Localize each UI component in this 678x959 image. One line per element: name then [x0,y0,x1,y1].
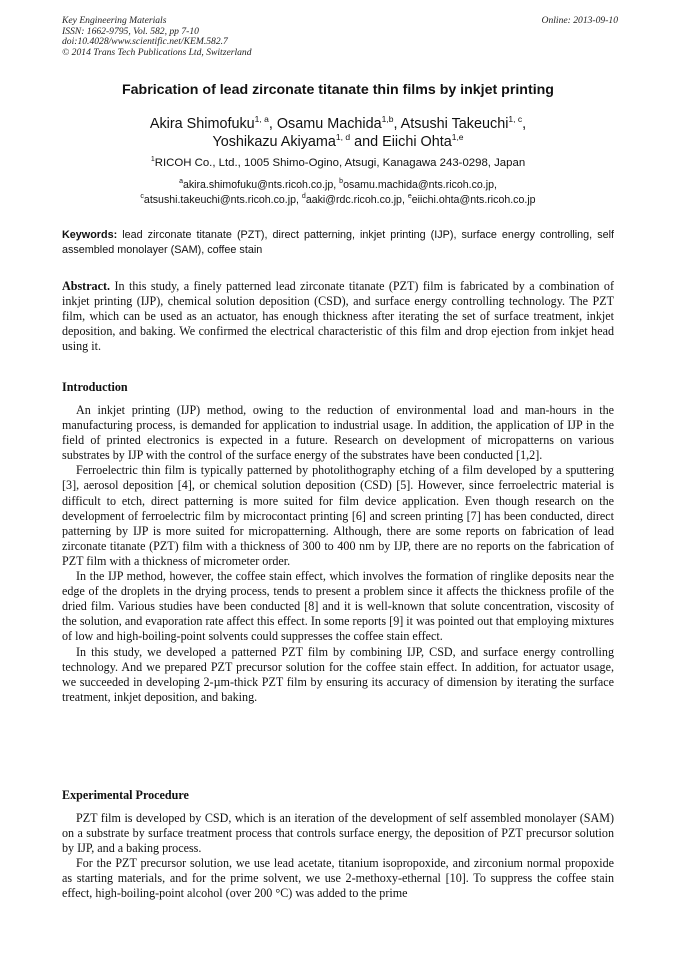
paragraph: In the IJP method, however, the coffee stain effect, which involves the formation of ringlike deposits near the edge of the droplets in the drying process, tends to present a problem since it affects the thickness profile of the dried film. Various studies have been conducted [8] and it is well-known that solute concentration, viscosity of the solution, and evaporation rate affect this effect. In some reports [9] it was pointed out that employing mixtures of low and high-boiling-point solvents could suppresses the coffee stain effect. [62,569,614,644]
author-list [62,115,614,151]
author-name: Eiichi Ohta [382,134,452,150]
author-sup: 1, c [508,114,523,124]
author-name: Akira Shimofuku [149,116,255,132]
author-line-2 [62,133,614,151]
abstract [62,279,614,354]
email-link[interactable]: akira.shimofuku@nts.ricoh.co.jp [182,179,334,191]
affiliation [62,157,614,169]
author-sup: 1,e [451,132,464,142]
email-sup: a [179,178,183,185]
author-sup: 1, a [254,114,269,124]
email-line-2: $^c$atsushi.takeuchi@nts.ricoh.co.jp, $^d$aaki@rdc.ricoh.co.jp, $^e$eiichi.ohta@nts.ricoh.co.jp [140,193,536,206]
email-sup: d [301,193,306,200]
journal-issn: ISSN: 1662-9795, Vol. 582, pp 7-10 [62,25,199,37]
keywords [62,228,614,258]
email-line-1: $^a$akira.shimofuku@nts.ricoh.co.jp, $^b$osamu.machida@nts.ricoh.co.jp, [179,178,497,191]
section-experimental [62,811,614,902]
paragraph: For the PZT precursor solution, we use lead acetate, titanium isopropoxide, and zirconium normal propoxide as starting materials, and for the prime solvent, we use 2-methoxy-ethernal [10]. To suppress the coffee stain effect, high-boiling-point alcohol (over 200 °C) was added to the prime [62,856,614,901]
keywords-text: lead zirconate titanate (PZT), direct patterning, inkjet printing (IJP), surface energy controlling, self assembled monolayer (SAM), coffee stain [62,229,615,256]
paragraph: An inkjet printing (IJP) method, owing to the reduction of environmental load and man-hours in the manufacturing process, is demanded for application to industrial usage. In addition, the application of IJP in the field of printed electronics is expected in a future. Research on development of micropatterns on various substrates by IJP with the control of the surface energy of the substrates have been conducted [1,2]. [62,403,614,463]
affiliation-sup: 1 [150,156,155,163]
author-separator: , [268,116,277,132]
section-heading-experimental: Experimental Procedure [62,788,189,802]
paper-title: Fabrication of lead zirconate titanate thin films by inkjet printing [122,82,554,98]
email-link[interactable]: eiichi.ohta@nts.ricoh.co.jp [411,194,536,206]
author-separator: , [522,116,527,132]
section-heading-introduction: Introduction [62,380,128,394]
journal-doi: doi:10.4028/www.scientific.net/KEM.582.7 [62,36,228,48]
author-conjunction: and [354,134,379,150]
journal-header [62,16,618,58]
author-sup: 1, d [335,132,351,142]
email-link[interactable]: aaki@rdc.ricoh.co.jp [305,194,402,206]
email-link[interactable]: atsushi.takeuchi@nts.ricoh.co.jp [143,194,297,206]
author-sup: 1,b [381,114,394,124]
author-name: Yoshikazu Akiyama [212,134,336,150]
email-sup: b [339,178,344,185]
email-sup: c [140,193,144,200]
email-sup: e [407,193,412,200]
author-line-1 [62,115,614,133]
affiliation-text: RICOH Co., Ltd., 1005 Shimo-Ogino, Atsugi, Kanagawa 243-0298, Japan [154,157,526,169]
section-introduction [62,403,614,705]
abstract-label: Abstract. [62,279,111,293]
online-date: Online: 2013-09-10 [541,15,618,26]
author-name: Osamu Machida [276,116,382,132]
abstract-text: In this study, a finely patterned lead zirconate titanate (PZT) film is fabricated by a combination of inkjet printing (IJP), chemical solution deposition (CSD), and surface energy controlling technology. The PZT film, which can be used as an actuator, has enough thickness after iterating the set of surface treatment, inkjet deposition, and baking. We confirmed the electrical characteristic of this film and drop ejection from inkjet head using it. [62,279,614,354]
author-separator: , [393,116,401,132]
email-link[interactable]: osamu.machida@nts.ricoh.co.jp [343,179,494,191]
paragraph: Ferroelectric thin film is typically patterned by photolithography etching of a film developed by a sputtering [3], aerosol deposition [4], or chemical solution deposition (CSD) [5]. However, since ferroelectric material is difficult to etch, direct patterning is more suited for film device application. Even though research on the development of ferroelectric film by microcontact printing [6] and screen printing [7] has been conducted, direct patterning by IJP is more suited for micropatterning. Although, there are some reports on fabrication of lead zirconate titanate (PZT) film with a thickness of 300 to 400 nm by IJP, there are no reports on the fabrication of PZT film with a thickness of micrometer order. [62,463,614,568]
paragraph: In this study, we developed a patterned PZT film by combining IJP, CSD, and surface energy controlling technology. And we prepared PZT precursor solution for the coffee stain effect. In addition, for actuator usage, we succeeded in developing 2-µm-thick PZT film by ensuring its accuracy of dimension by iterating the surface treatment, inkjet deposition, and baking. [62,644,614,704]
email-list [62,178,614,208]
author-name: Atsushi Takeuchi [400,116,509,132]
journal-name: Key Engineering Materials [62,15,167,26]
keywords-label: Keywords: [62,229,118,241]
journal-copyright: © 2014 Trans Tech Publications Ltd, Switzerland [62,46,252,58]
paragraph: PZT film is developed by CSD, which is an iteration of the development of self assembled monolayer (SAM) on a substrate by surface treatment process that controls surface energy, the deposition of PZT precursor solution by IJP, and a baking process. [62,811,614,856]
